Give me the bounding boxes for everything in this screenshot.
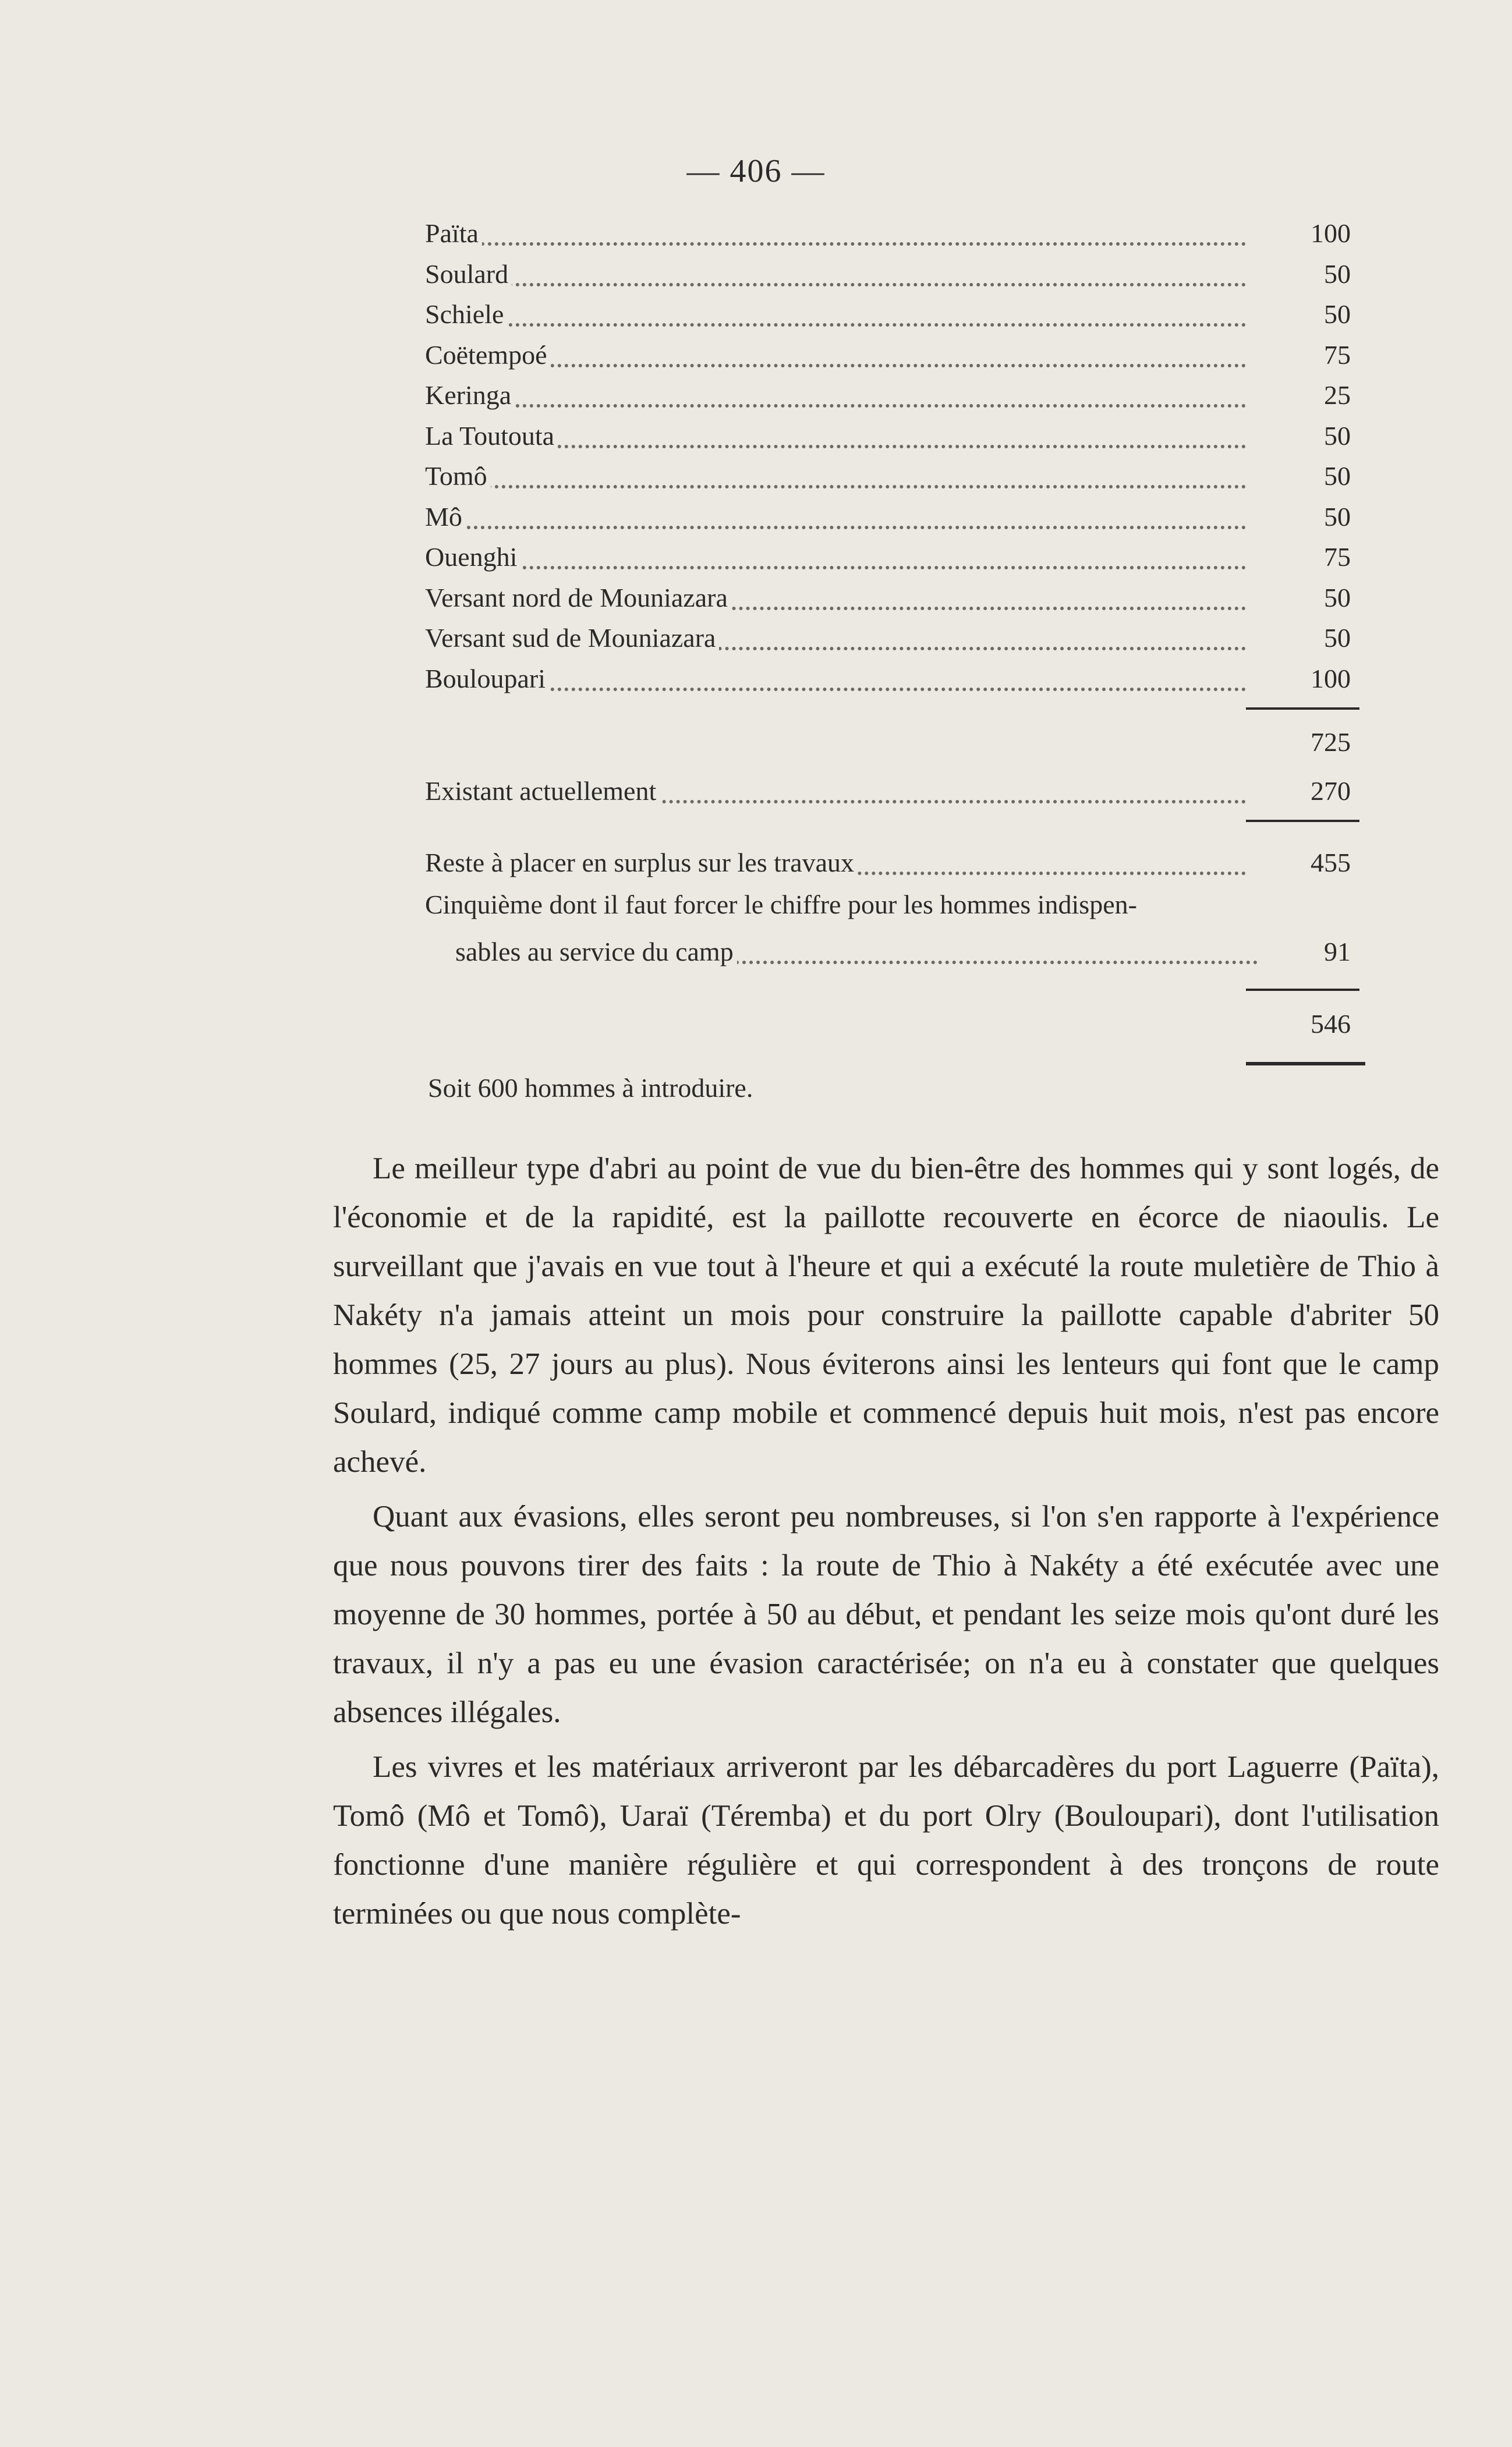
existing-row bbox=[425, 771, 1351, 812]
row-label: Schiele bbox=[425, 299, 507, 329]
existing-value: 270 bbox=[1311, 776, 1351, 806]
paragraph: Quant aux évasions, elles seront peu nombreuses, si l'on s'en rapporte à l'expérience que nous pouvons tirer des faits : la route de Thio à Nakéty a été exécutée avec une moyenne de 30 hommes, portée à 50 au début, et pendant les seize mois qu'ont duré les travaux, il n'y a pas eu une évasion caractérisée; on n'a eu à constater que quelques absences illégales. bbox=[333, 1500, 1439, 1729]
row-label: Païta bbox=[425, 218, 482, 248]
table-row bbox=[425, 213, 1351, 254]
row-value: 100 bbox=[1311, 218, 1351, 248]
body-text bbox=[333, 1144, 1439, 1944]
row-value: 50 bbox=[1324, 623, 1351, 653]
row-value: 50 bbox=[1324, 461, 1351, 491]
subtotal-value: 725 bbox=[1311, 727, 1351, 757]
page-number: — 406 — bbox=[686, 153, 826, 189]
row-label: Keringa bbox=[425, 380, 515, 410]
row-value: 75 bbox=[1324, 339, 1351, 370]
total-rule bbox=[1246, 989, 1359, 991]
fifth-label-line2: sables au service du camp bbox=[455, 937, 737, 966]
remaining-value: 455 bbox=[1311, 848, 1351, 877]
table-row bbox=[425, 375, 1351, 416]
row-label: Tomô bbox=[425, 461, 491, 491]
row-label: Ouenghi bbox=[425, 542, 520, 572]
existing-label: Existant actuellement bbox=[425, 776, 660, 806]
row-value: 25 bbox=[1324, 380, 1351, 410]
difference-rule bbox=[1246, 820, 1359, 822]
fifth-row bbox=[455, 932, 1351, 972]
row-label: Soulard bbox=[425, 259, 512, 289]
remaining-row bbox=[425, 842, 1351, 883]
fifth-label-line1: Cinquième dont il faut forcer le chiffre pour les hommes indispen- bbox=[425, 890, 1137, 919]
paragraph: Les vivres et les matériaux arriveront par les débarcadères du port Laguerre (Païta), Tomô (Mô et Tomô), Uaraï (Téremba) et du port Olry (Bouloupari), dont l'utilisation fonctionne d'une manière régulière et qui correspondent à des tronçons de route terminées ou que nous complète- bbox=[333, 1750, 1439, 1931]
table-row bbox=[425, 335, 1351, 376]
table-row bbox=[425, 618, 1351, 658]
table-row bbox=[425, 658, 1351, 699]
fifth-value: 91 bbox=[1324, 937, 1351, 966]
total-underline bbox=[1246, 1062, 1365, 1065]
row-value: 50 bbox=[1324, 501, 1351, 532]
row-label: La Toutouta bbox=[425, 421, 558, 451]
conclusion: Soit 600 hommes à introduire. bbox=[428, 1073, 753, 1103]
table-row bbox=[425, 578, 1351, 618]
paragraph: Le meilleur type d'abri au point de vue du bien-être des hommes qui y sont logés, de l'économie et de la rapidité, est la paillotte recouverte en écorce de niaoulis. Le surveillant que j'avais en vue tout à l'heure et qui a exécuté la route muletière de Thio à Nakéty n'a jamais atteint un mois pour construire la paillotte capable d'abriter 50 hommes (25, 27 jours au plus). Nous éviterons ainsi les lenteurs qui font que le camp Soulard, indiqué comme camp mobile et commencé depuis huit mois, n'est pas encore achevé. bbox=[333, 1152, 1439, 1479]
row-value: 50 bbox=[1324, 420, 1351, 451]
row-value: 50 bbox=[1324, 299, 1351, 329]
row-value: 100 bbox=[1311, 663, 1351, 693]
table-row bbox=[425, 294, 1351, 335]
row-value: 50 bbox=[1324, 258, 1351, 289]
row-value: 75 bbox=[1324, 542, 1351, 572]
remaining-label: Reste à placer en surplus sur les travaux bbox=[425, 848, 858, 877]
workers-table bbox=[425, 213, 1351, 699]
table-row bbox=[425, 537, 1351, 578]
total-value: 546 bbox=[1311, 1009, 1351, 1039]
table-row bbox=[425, 416, 1351, 456]
row-value: 50 bbox=[1324, 582, 1351, 612]
row-label: Versant nord de Mouniazara bbox=[425, 583, 731, 612]
table-row bbox=[425, 254, 1351, 295]
row-label: Coëtempoé bbox=[425, 340, 551, 370]
row-label: Bouloupari bbox=[425, 664, 549, 693]
row-label: Mô bbox=[425, 502, 466, 532]
row-label: Versant sud de Mouniazara bbox=[425, 623, 719, 653]
sum-rule bbox=[1246, 707, 1359, 710]
table-row bbox=[425, 456, 1351, 497]
table-row bbox=[425, 497, 1351, 537]
